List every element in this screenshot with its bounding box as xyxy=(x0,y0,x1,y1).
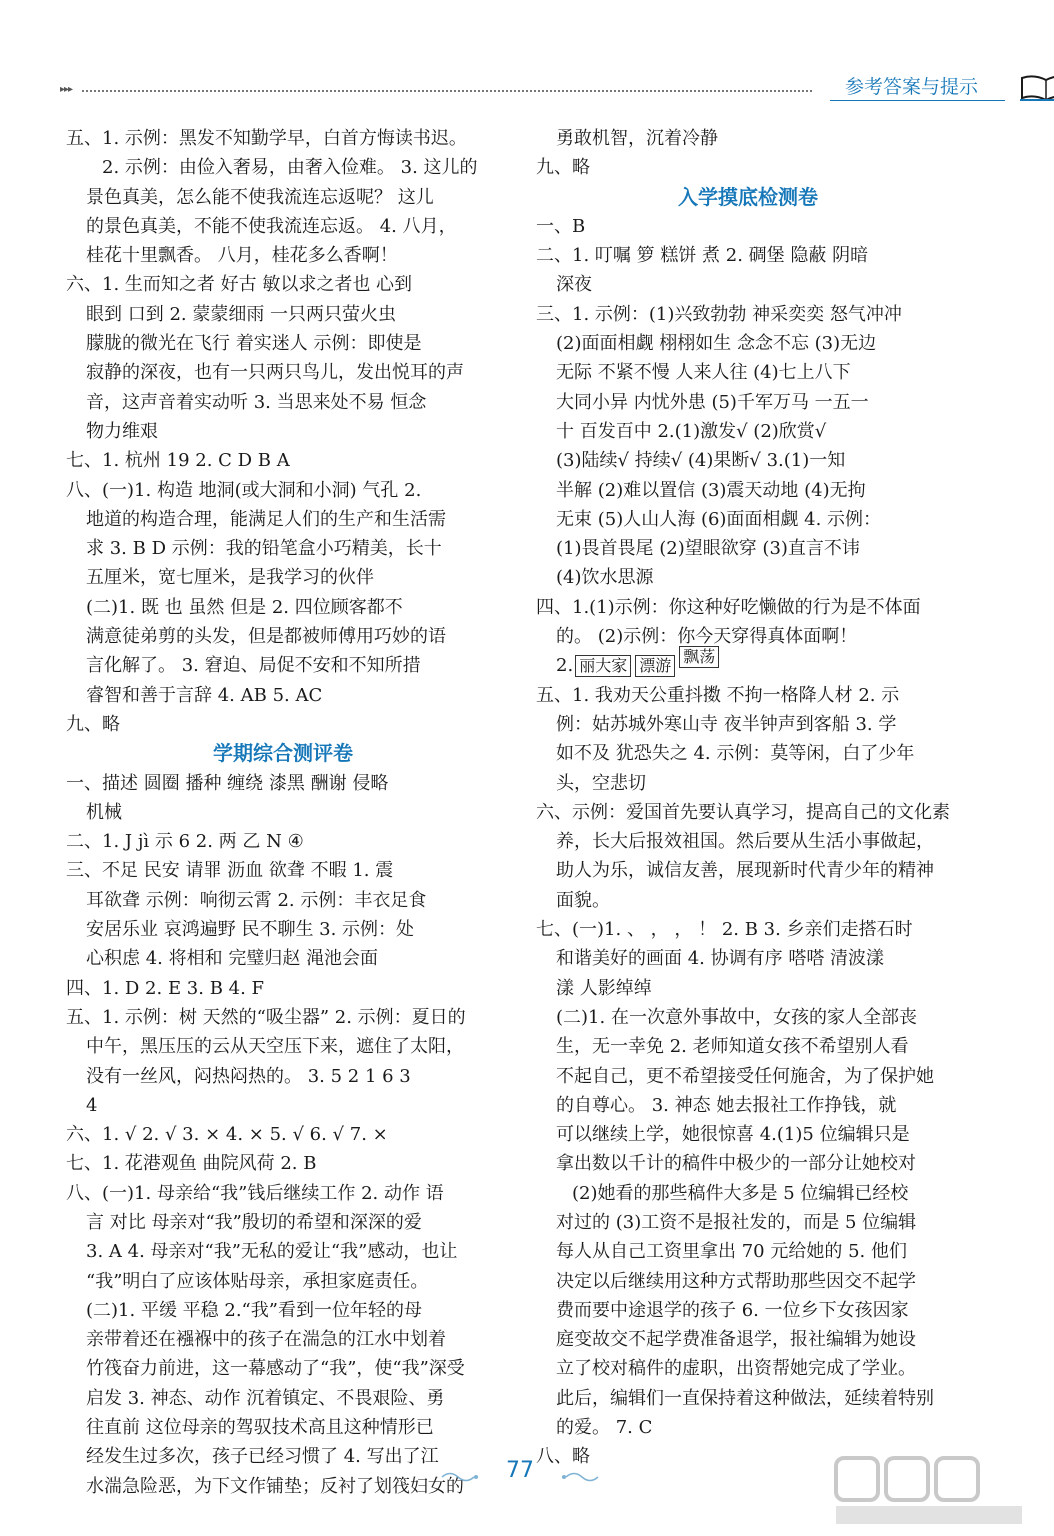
right-column xyxy=(536,124,960,1472)
answer-line: 二、1. J jì 示 6 2. 两 乙 N ④ xyxy=(66,831,304,853)
answer-line: 勇敢机智，沉着冷静 xyxy=(556,128,718,149)
answer-line: 头，空悲切 xyxy=(556,772,646,794)
answer-line: 无际 不紧不慢 人来人往 (4)七上八下 xyxy=(556,362,851,384)
answer-line: 生，无一幸免 2. 老师知道女孩不希望别人看 xyxy=(556,1036,909,1058)
answer-line: 八、(一)1. 构造 地洞(或大洞和小洞) 气孔 2. xyxy=(66,479,422,501)
answer-line: 的。 (2)示例：你今天穿得真体面啊！ xyxy=(556,626,858,648)
answer-line: 朦胧的微光在飞行 着实迷人 示例：即使是 xyxy=(86,333,422,355)
answer-line: 五厘米，宽七厘米，是我学习的伙伴 xyxy=(86,567,374,589)
answer-line: 物力维艰 xyxy=(86,420,158,442)
answer-line: 面貌。 xyxy=(556,889,610,911)
answer-line: 音，这声音着实动听 3. 当思来处不易 恒念 xyxy=(86,391,427,413)
answer-line: 竹筏奋力前进，这一幕感动了“我”，使“我”深受 xyxy=(86,1358,465,1380)
answer-box: 飘荡 xyxy=(679,646,719,668)
answer-box: 丽大家 xyxy=(575,655,631,677)
answer-line: 水湍急险恶，为下文作铺垫；反衬了划筏妇女的 xyxy=(86,1475,464,1497)
answer-line: 六、示例：爱国首先要认真学习，提高自己的文化素 xyxy=(536,801,950,823)
answer-line: 八、(一)1. 母亲给“我”钱后继续工作 2. 动作 语 xyxy=(66,1182,444,1204)
answer-line: 桂花十里飘香。 八月，桂花多么香啊！ xyxy=(86,245,398,267)
answer-line: (1)畏首畏尾 (2)望眼欲穿 (3)直言不讳 xyxy=(556,538,860,560)
answer-line: 决定以后继续用这种方式帮助那些因交不起学 xyxy=(556,1270,916,1292)
answer-line: 助人为乐，诚信友善，展现新时代青少年的精神 xyxy=(556,860,934,882)
answer-line: 六、1. 生而知之者 好古 敏以求之者也 心到 xyxy=(66,274,413,296)
answer-line: 寂静的深夜，也有一只两只鸟儿，发出悦耳的声 xyxy=(86,362,464,384)
answer-line: 不起自己，更不希望接受任何施舍，为了保护她 xyxy=(556,1065,934,1087)
header-arrows: ▸▸▸ xyxy=(60,84,73,95)
answer-box-row xyxy=(536,646,960,680)
answer-line: (二)1. 平缓 平稳 2.“我”看到一位年轻的母 xyxy=(86,1299,422,1321)
answer-line: 言 对比 母亲对“我”殷切的希望和深深的爱 xyxy=(86,1211,422,1233)
header-title: 参考答案与提示 xyxy=(845,76,979,98)
answer-line: 深夜 xyxy=(556,274,592,296)
answer-line: 拿出数以千计的稿件中极少的一部分让她校对 xyxy=(556,1153,916,1175)
answer-line: (2)面面相觑 栩栩如生 念念不忘 (3)无边 xyxy=(556,333,877,355)
answer-line: (二)1. 在一次意外事故中，女孩的家人全部丧 xyxy=(556,1006,917,1028)
answer-line: 五、1. 示例：树 天然的“吸尘器” 2. 示例：夏日的 xyxy=(66,1006,466,1028)
answer-box: 漂游 xyxy=(635,655,675,677)
answer-line: 七、1. 杭州 19 2. C D B A xyxy=(66,450,290,472)
answer-line: 十 百发百中 2.(1)激发√ (2)欣赏√ xyxy=(556,420,827,442)
answer-line: 可以继续上学，她很惊喜 4.(1)5 位编辑只是 xyxy=(556,1124,910,1146)
section-title: 学期综合测评卷 xyxy=(213,741,353,766)
answer-line: 八、略 xyxy=(536,1446,590,1468)
answer-line: 四、1.(1)示例：你这种好吃懒做的行为是不体面 xyxy=(536,596,921,618)
answer-line: 此后，编辑们一直保持着这种做法，延续着特别 xyxy=(556,1387,934,1409)
answer-line: 漾 人影绰绰 xyxy=(556,977,652,999)
watermark-logo-icon xyxy=(830,1450,1030,1534)
section-title: 入学摸底检测卷 xyxy=(678,184,818,209)
answer-line: 经发生过多次，孩子已经习惯了 4. 写出了江 xyxy=(86,1446,439,1468)
answer-line: 亲带着还在襁褓中的孩子在湍急的江水中划着 xyxy=(86,1329,446,1351)
answer-line: 如不及 犹恐失之 4. 示例：莫等闲，白了少年 xyxy=(556,743,915,765)
answer-line: 安居乐业 哀鸿遍野 民不聊生 3. 示例：处 xyxy=(86,919,415,941)
answer-line: 满意徒弟剪的头发，但是都被师傅用巧妙的语 xyxy=(86,626,446,648)
answer-line: 机械 xyxy=(86,801,122,823)
answer-line: 每人从自己工资里拿出 70 元给她的 5. 他们 xyxy=(556,1241,907,1263)
answer-line: 三、1. 示例：(1)兴致勃勃 神采奕奕 怒气冲冲 xyxy=(536,303,902,325)
header-underline xyxy=(830,100,1005,101)
answer-line: 景色真美，怎么能不使我流连忘返呢？ 这儿 xyxy=(86,186,434,208)
answer-line: (4)饮水思源 xyxy=(556,567,654,589)
page-header xyxy=(60,70,1020,110)
answer-line: 启发 3. 神态、动作 沉着镇定、不畏艰险、勇 xyxy=(86,1387,445,1409)
answer-line: 费而要中途退学的孩子 6. 一位乡下女孩因家 xyxy=(556,1299,909,1321)
answer-line: 无束 (5)人山人海 (6)面面相觑 4. 示例： xyxy=(556,508,882,530)
answer-line: 大同小异 内忧外患 (5)千军万马 一五一 xyxy=(556,391,869,413)
page-footer xyxy=(440,1458,600,1488)
answer-line: 六、1. √ 2. √ 3. × 4. × 5. √ 6. √ 7. × xyxy=(66,1124,388,1146)
open-book-icon xyxy=(1018,72,1054,106)
answer-line: 的自尊心。 3. 神态 她去报社工作挣钱，就 xyxy=(556,1094,897,1116)
answer-line: 求 3. B D 示例：我的铅笔盒小巧精美，长十 xyxy=(86,538,442,560)
footer-ornament-right-icon xyxy=(560,1470,600,1484)
answer-line: 言化解了。 3. 窘迫、局促不安和不知所措 xyxy=(86,655,421,677)
answer-line: (二)1. 既 也 虽然 但是 2. 四位顾客都不 xyxy=(86,596,403,618)
answer-line: (2)她看的那些稿件大多是 5 位编辑已经校 xyxy=(572,1182,909,1204)
answer-line: 眼到 口到 2. 蒙蒙细雨 一只两只萤火虫 xyxy=(86,303,397,325)
answer-line: 二、1. 叮嘱 箩 糕饼 煮 2. 碉堡 隐蔽 阴暗 xyxy=(536,245,869,267)
answer-line: 的爱。 7. C xyxy=(556,1417,653,1439)
answer-line: 九、略 xyxy=(66,713,120,735)
answer-line: “我”明白了应该体贴母亲，承担家庭责任。 xyxy=(86,1270,429,1292)
answer-line: 立了校对稿件的虚职，出资帮她完成了学业。 xyxy=(556,1358,916,1380)
answer-line: 五、1. 我劝天公重抖擞 不拘一格降人材 2. 示 xyxy=(536,684,900,706)
answer-line: 例：姑苏城外寒山寺 夜半钟声到客船 3. 学 xyxy=(556,713,897,735)
answer-line: 一、描述 圆圈 播种 缠绕 漆黑 酬谢 侵略 xyxy=(66,772,389,794)
footer-ornament-left-icon xyxy=(440,1470,480,1484)
answer-line: 三、不足 民安 请罪 沥血 欲聋 不暇 1. 震 xyxy=(66,860,394,882)
answer-line: 养，长大后报效祖国。然后要从生活小事做起， xyxy=(556,831,934,853)
page-number: 77 xyxy=(506,1458,534,1483)
answer-line: 四、1. D 2. E 3. B 4. F xyxy=(66,977,265,999)
answer-line: 七、1. 花港观鱼 曲院风荷 2. B xyxy=(66,1153,317,1175)
answer-line: 中午，黑压压的云从天空压下来，遮住了太阳， xyxy=(86,1036,464,1058)
answer-line: 五、1. 示例：黑发不知勤学早，白首方悔读书迟。 xyxy=(66,128,467,149)
answer-line: 庭变故交不起学费准备退学，报社编辑为她设 xyxy=(556,1329,916,1351)
answer-line: 心积虑 4. 将相和 完璧归赵 渑池会面 xyxy=(86,948,379,970)
answer-line: 4 xyxy=(86,1094,98,1116)
answer-line: 对过的 (3)工资不是报社发的，而是 5 位编辑 xyxy=(556,1211,917,1233)
box-row-label: 2. xyxy=(556,655,574,677)
answer-line: 和谐美好的画面 4. 协调有序 嗒嗒 清波漾 xyxy=(556,948,885,970)
answer-line: (3)陆续√ 持续√ (4)果断√ 3.(1)一知 xyxy=(556,450,846,472)
answer-line: 半解 (2)难以置信 (3)震天动地 (4)无拘 xyxy=(556,479,866,501)
answer-line: 耳欲聋 示例：响彻云霄 2. 示例：丰衣足食 xyxy=(86,889,427,911)
answer-line: 没有一丝风，闷热闷热的。 3. 5 2 1 6 3 xyxy=(86,1065,411,1087)
header-dotted-rule xyxy=(82,90,812,92)
answer-line: 3. A 4. 母亲对“我”无私的爱让“我”感动，也让 xyxy=(86,1241,458,1263)
answer-line: 2. 示例：由俭入奢易，由奢入俭难。 3. 这儿的 xyxy=(102,157,478,179)
left-column xyxy=(66,124,500,1501)
answer-line: 九、略 xyxy=(536,157,590,179)
answer-line: 一、B xyxy=(536,215,586,237)
answer-line: 的景色真美，不能不使我流连忘返。 4. 八月， xyxy=(86,215,457,237)
answer-line: 地道的构造合理，能满足人们的生产和生活需 xyxy=(86,508,446,530)
answer-line: 七、(一)1. 、 ， ， ！ 2. B 3. 乡亲们走搭石时 xyxy=(536,919,913,941)
answer-line: 往直前 这位母亲的驾驭技术高且这种情形已 xyxy=(86,1417,434,1439)
answer-line: 睿智和善于言辞 4. AB 5. AC xyxy=(86,684,323,706)
